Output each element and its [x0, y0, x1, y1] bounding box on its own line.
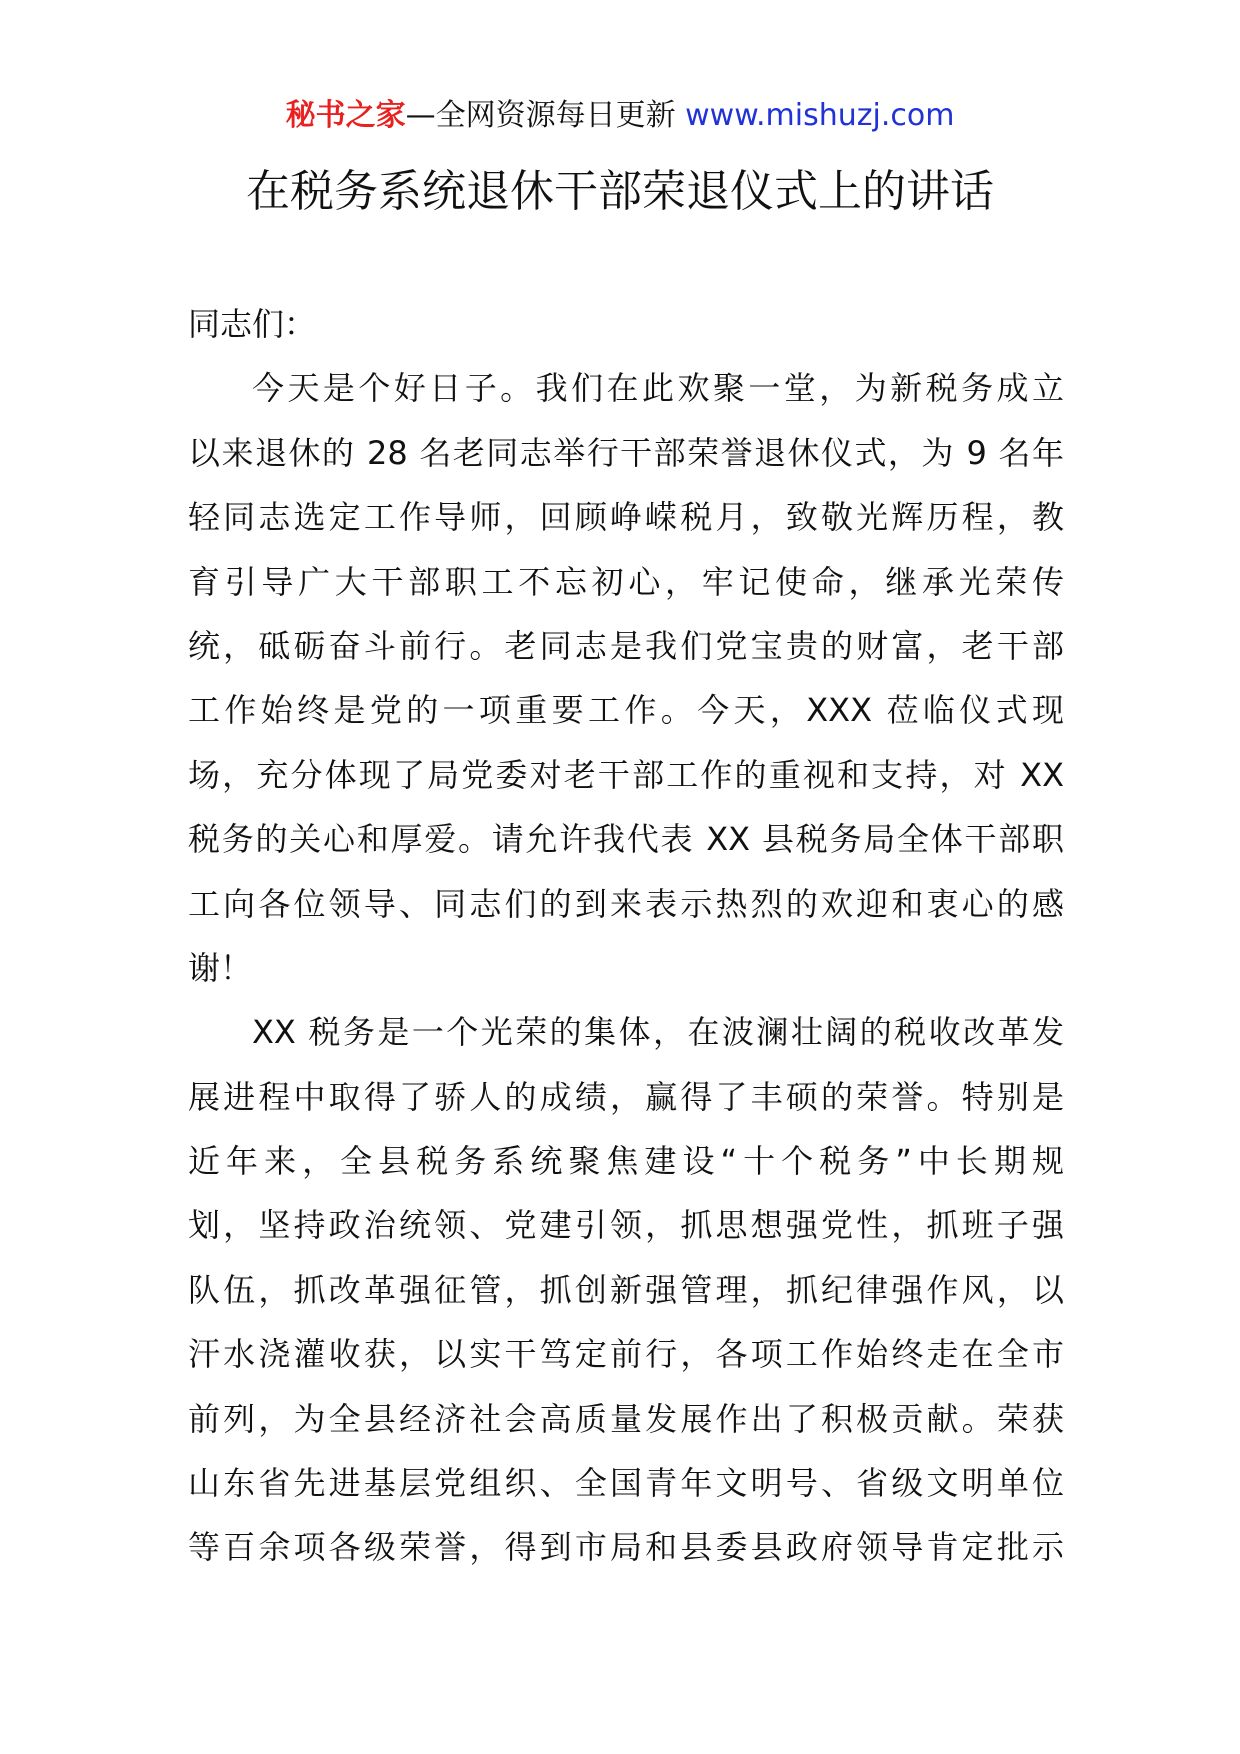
text-line: 场，充分体现了局党委对老干部工作的重视和支持，对 XX — [188, 755, 1064, 794]
text-line: 税务的关心和厚爱。请允许我代表 XX 县税务局全体干部职 — [188, 820, 1064, 859]
text-line: 育引导广大干部职工不忘初心，牢记使命，继承光荣传 — [188, 562, 1064, 601]
paragraph-2 — [188, 1000, 1064, 1580]
site-name: 秘书之家 — [285, 98, 406, 133]
paragraph-1 — [188, 356, 1064, 1000]
site-header — [0, 96, 1240, 136]
text-line: 工作始终是党的一项重要工作。今天，XXX 莅临仪式现 — [188, 691, 1064, 730]
text-line: 今天是个好日子。我们在此欢聚一堂，为新税务成立 — [252, 369, 1064, 408]
text-line: 以来退休的 28 名老同志举行干部荣誉退休仪式，为 9 名年 — [188, 433, 1064, 472]
text-line: 汗水浇灌收获，以实干笃定前行，各项工作始终走在全市 — [188, 1335, 1064, 1374]
text-line: 展进程中取得了骄人的成绩，赢得了丰硕的荣誉。特别是 — [188, 1077, 1064, 1116]
text-line: 等百余项各级荣誉，得到市局和县委县政府领导肯定批示 — [188, 1528, 1064, 1567]
text-line: 前列，为全县经济社会高质量发展作出了积极贡献。荣获 — [188, 1399, 1064, 1438]
text-line: 工向各位领导、同志们的到来表示热烈的欢迎和衷心的感 — [188, 884, 1064, 923]
text-line: 划，坚持政治统领、党建引领，抓思想强党性，抓班子强 — [188, 1206, 1064, 1245]
document-body — [188, 292, 1064, 1580]
site-slogan: —全网资源每日更新 — [405, 98, 686, 133]
text-line: 轻同志选定工作导师，回顾峥嵘税月，致敬光辉历程，教 — [188, 498, 1064, 537]
text-line: 统，砥砺奋斗前行。老同志是我们党宝贵的财富，老干部 — [188, 626, 1064, 665]
text-line: 谢！ — [188, 948, 253, 987]
text-line: 队伍，抓改革强征管，抓创新强管理，抓纪律强作风，以 — [188, 1270, 1064, 1309]
text-line: XX 税务是一个光荣的集体，在波澜壮阔的税收改革发 — [252, 1013, 1064, 1052]
text-line: 近年来，全县税务系统聚焦建设“十个税务”中长期规 — [188, 1142, 1064, 1181]
text-line: 山东省先进基层党组织、全国青年文明号、省级文明单位 — [188, 1464, 1064, 1503]
document-title: 在税务系统退休干部荣退仪式上的讲话 — [246, 166, 994, 217]
salutation: 同志们： — [188, 305, 317, 343]
site-url-link[interactable]: www.mishuzj.com — [685, 98, 955, 133]
